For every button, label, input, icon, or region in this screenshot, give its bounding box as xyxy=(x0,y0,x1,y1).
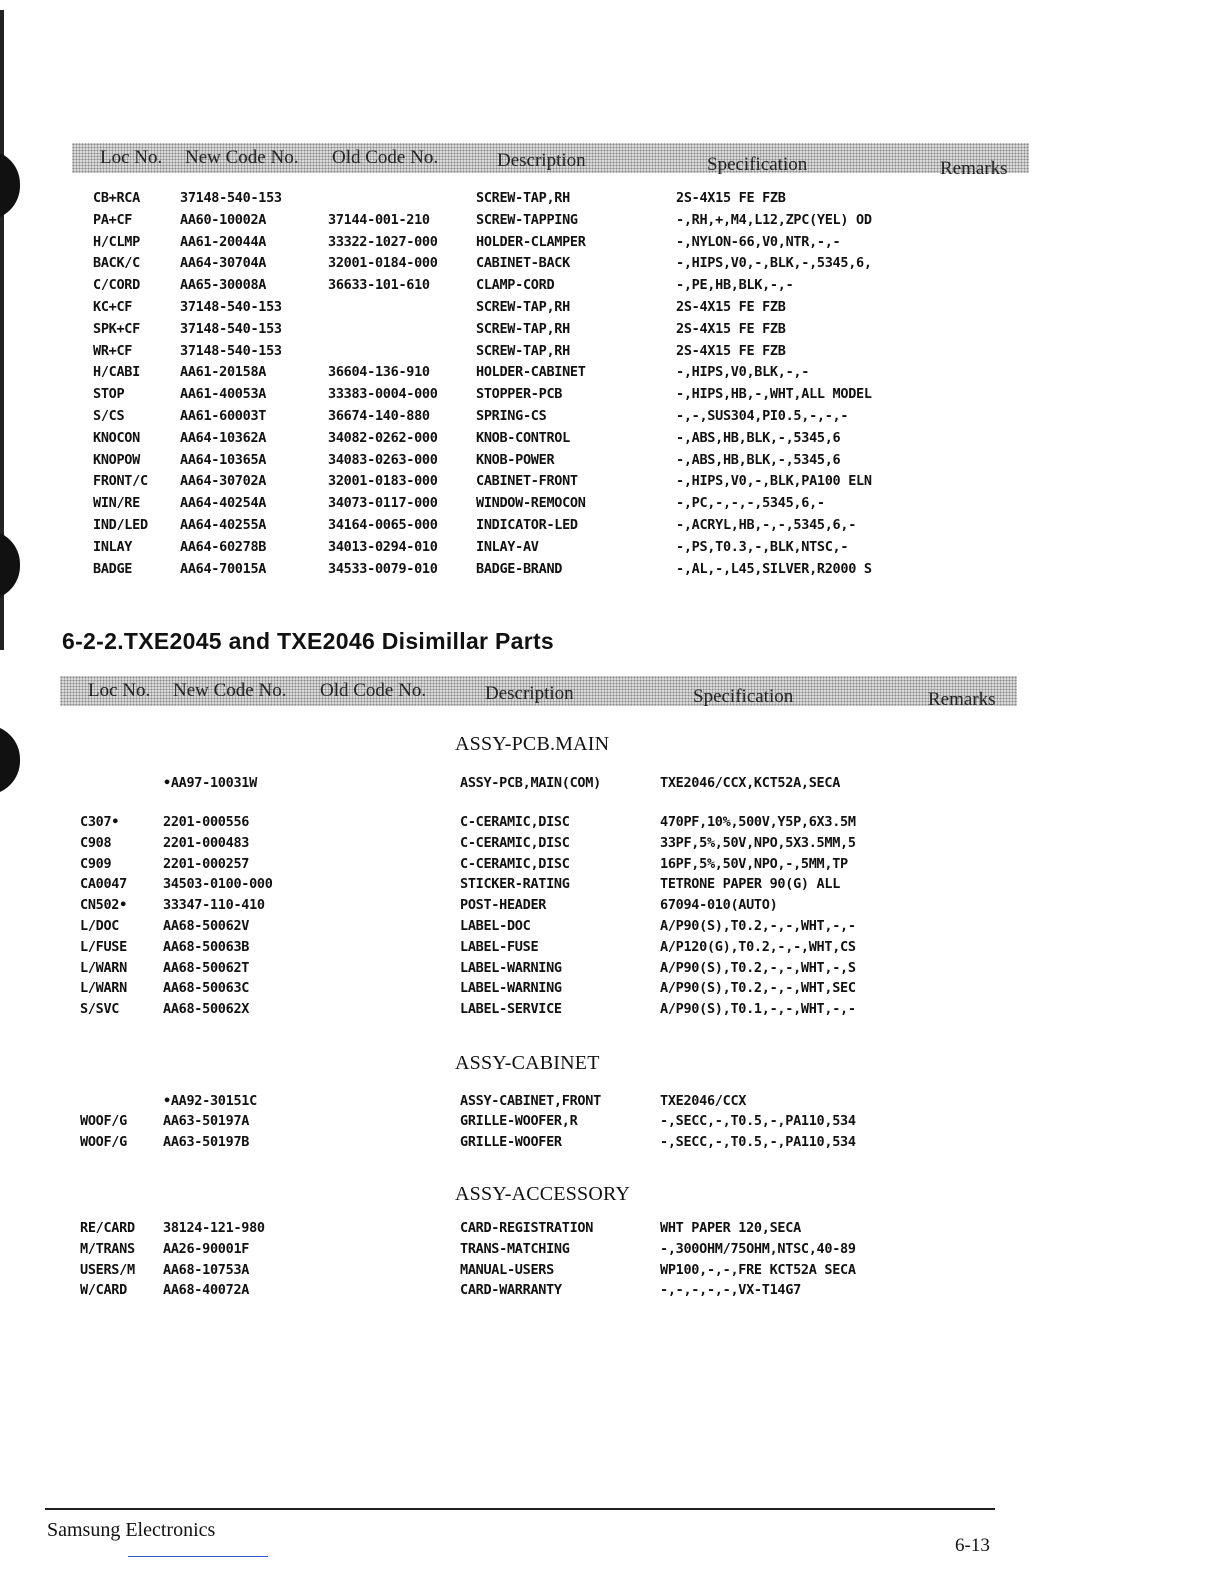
cell-loc-no: WIN/RE xyxy=(93,495,140,512)
cell-description: GRILLE-WOOFER xyxy=(460,1133,562,1150)
cell-description: SCREW-TAP,RH xyxy=(476,320,570,337)
cell-description: INDICATOR-LED xyxy=(476,517,578,533)
cell-specification: TXE2046/CCX xyxy=(660,1093,747,1109)
cell-loc-no: PA+CF xyxy=(93,211,133,228)
footer-page-number: 6-13 xyxy=(955,1535,990,1556)
cell-new-code-no: AA64-40254A xyxy=(180,495,267,512)
cell-specification: 2S-4X15 FE FZB xyxy=(676,190,786,206)
group-title: ASSY-PCB.MAIN xyxy=(455,733,610,755)
cell-specification: -,PE,HB,BLK,-,- xyxy=(676,277,794,294)
cell-description: MANUAL-USERS xyxy=(460,1261,554,1278)
cell-old-code-no: 34073-0117-000 xyxy=(328,495,438,512)
cell-old-code-no: 36674-140-880 xyxy=(328,408,430,424)
cell-loc-no: INLAY xyxy=(93,538,133,555)
cell-new-code-no: 37148-540-153 xyxy=(180,342,282,359)
header-old-code-no: Old Code No. xyxy=(332,147,439,168)
table1-header xyxy=(72,143,1029,179)
cell-description: CABINET-BACK xyxy=(476,255,570,272)
cell-specification: TXE2046/CCX,KCT52A,SECA xyxy=(660,775,841,791)
cell-new-code-no: 2201-000257 xyxy=(163,855,250,872)
cell-specification: WP100,-,-,FRE KCT52A SECA xyxy=(660,1261,856,1278)
header-new-code-no: New Code No. xyxy=(173,680,287,701)
cell-new-code-no: •AA92-30151C xyxy=(163,1093,257,1109)
cell-specification: 16PF,5%,50V,NPO,-,5MM,TP xyxy=(660,855,848,872)
cell-description: C-CERAMIC,DISC xyxy=(460,855,570,872)
header-specification: Specification xyxy=(693,686,794,707)
cell-specification: -,HIPS,V0,-,BLK,PA100 ELN xyxy=(676,473,872,490)
cell-loc-no: W/CARD xyxy=(80,1282,127,1299)
cell-loc-no: C909 xyxy=(80,855,112,872)
cell-loc-no: C307• xyxy=(80,814,120,830)
cell-new-code-no: AA64-30702A xyxy=(180,473,267,490)
header-remarks: Remarks xyxy=(940,158,1008,179)
header-new-code-no: New Code No. xyxy=(185,147,299,168)
cell-loc-no: L/FUSE xyxy=(80,938,127,955)
header-remarks: Remarks xyxy=(928,689,996,710)
cell-new-code-no: AA64-60278B xyxy=(180,538,267,555)
cell-new-code-no: 34503-0100-000 xyxy=(163,876,273,893)
cell-new-code-no: AA64-10362A xyxy=(180,429,267,446)
cell-description: C-CERAMIC,DISC xyxy=(460,834,570,851)
cell-specification: -,PS,T0.3,-,BLK,NTSC,- xyxy=(676,538,849,555)
cell-loc-no: KNOPOW xyxy=(93,451,140,468)
cell-description: WINDOW-REMOCON xyxy=(476,495,586,512)
cell-new-code-no: AA68-10753A xyxy=(163,1261,250,1278)
cell-specification: A/P120(G),T0.2,-,-,WHT,CS xyxy=(660,938,856,955)
cell-new-code-no: AA64-10365A xyxy=(180,451,267,468)
cell-description: KNOB-CONTROL xyxy=(476,429,570,446)
cell-description: CLAMP-CORD xyxy=(476,277,555,294)
cell-description: LABEL-DOC xyxy=(460,918,531,934)
cell-loc-no: STOP xyxy=(93,386,125,403)
cell-new-code-no: AA68-50063C xyxy=(163,980,250,997)
cell-description: LABEL-WARNING xyxy=(460,959,562,976)
cell-loc-no: WR+CF xyxy=(93,342,133,359)
header-loc-no: Loc No. xyxy=(88,680,151,701)
cell-loc-no: S/SVC xyxy=(80,1001,120,1018)
cell-new-code-no: 2201-000483 xyxy=(163,834,250,851)
cell-new-code-no: AA68-50062T xyxy=(163,959,250,976)
cell-specification: 67094-010(AUTO) xyxy=(660,897,778,914)
header-specification: Specification xyxy=(707,154,808,175)
cell-new-code-no: AA61-60003T xyxy=(180,408,267,424)
cell-loc-no: IND/LED xyxy=(93,517,148,533)
punch-hole xyxy=(0,530,20,600)
cell-new-code-no: AA61-20158A xyxy=(180,364,267,381)
punch-hole xyxy=(0,725,20,795)
cell-old-code-no: 34082-0262-000 xyxy=(328,429,438,446)
cell-loc-no: CB+RCA xyxy=(93,190,140,206)
cell-description: LABEL-SERVICE xyxy=(460,1001,562,1018)
cell-description: CABINET-FRONT xyxy=(476,473,578,490)
cell-loc-no: H/CABI xyxy=(93,364,140,381)
group-title: ASSY-ACCESSORY xyxy=(455,1183,631,1205)
header-loc-no: Loc No. xyxy=(100,147,163,168)
cell-new-code-no: AA61-20044A xyxy=(180,233,267,250)
cell-new-code-no: AA68-50062X xyxy=(163,1001,250,1018)
cell-specification: A/P90(S),T0.2,-,-,WHT,-,- xyxy=(660,918,856,934)
cell-loc-no: CN502• xyxy=(80,897,127,914)
cell-loc-no: USERS/M xyxy=(80,1261,135,1278)
cell-description: HOLDER-CABINET xyxy=(476,364,586,381)
cell-loc-no: M/TRANS xyxy=(80,1240,135,1257)
cell-specification: 33PF,5%,50V,NPO,5X3.5MM,5 xyxy=(660,834,856,851)
cell-description: BADGE-BRAND xyxy=(476,560,563,577)
cell-specification: -,SECC,-,T0.5,-,PA110,534 xyxy=(660,1113,856,1129)
cell-new-code-no: 38124-121-980 xyxy=(163,1220,265,1236)
cell-loc-no: SPK+CF xyxy=(93,320,140,337)
cell-specification: -,-,SUS304,PI0.5,-,-,- xyxy=(676,408,849,424)
cell-loc-no: C/CORD xyxy=(93,277,140,294)
cell-old-code-no: 34164-0065-000 xyxy=(328,517,438,533)
cell-new-code-no: AA64-30704A xyxy=(180,255,267,272)
footer-underline xyxy=(128,1556,268,1557)
cell-loc-no: L/WARN xyxy=(80,980,127,997)
cell-description: POST-HEADER xyxy=(460,897,547,914)
cell-specification: -,RH,+,M4,L12,ZPC(YEL) OD xyxy=(676,211,872,228)
cell-new-code-no: 2201-000556 xyxy=(163,814,250,830)
cell-description: SCREW-TAPPING xyxy=(476,211,578,228)
cell-old-code-no: 32001-0184-000 xyxy=(328,255,438,272)
cell-specification: -,HIPS,V0,BLK,-,- xyxy=(676,364,810,381)
cell-new-code-no: AA65-30008A xyxy=(180,277,267,294)
cell-specification: -,SECC,-,T0.5,-,PA110,534 xyxy=(660,1133,856,1150)
cell-new-code-no: AA61-40053A xyxy=(180,386,267,403)
cell-new-code-no: AA68-40072A xyxy=(163,1282,250,1299)
cell-new-code-no: 33347-110-410 xyxy=(163,897,265,914)
cell-new-code-no: AA26-90001F xyxy=(163,1240,250,1257)
cell-new-code-no: AA63-50197B xyxy=(163,1133,250,1150)
cell-description: SCREW-TAP,RH xyxy=(476,190,570,206)
cell-specification: A/P90(S),T0.2,-,-,WHT,-,S xyxy=(660,959,856,976)
cell-description: C-CERAMIC,DISC xyxy=(460,814,570,830)
cell-description: GRILLE-WOOFER,R xyxy=(460,1113,578,1129)
cell-specification: -,HIPS,HB,-,WHT,ALL MODEL xyxy=(676,386,872,403)
header-description: Description xyxy=(497,150,586,171)
footer-rule xyxy=(45,1508,995,1510)
cell-new-code-no: AA68-50063B xyxy=(163,938,250,955)
cell-specification: 2S-4X15 FE FZB xyxy=(676,342,786,359)
cell-specification: -,NYLON-66,V0,NTR,-,- xyxy=(676,233,841,250)
cell-description: ASSY-CABINET,FRONT xyxy=(460,1093,601,1109)
cell-loc-no: BACK/C xyxy=(93,255,140,272)
cell-loc-no: H/CLMP xyxy=(93,233,140,250)
cell-old-code-no: 34083-0263-000 xyxy=(328,451,438,468)
cell-description: ASSY-PCB,MAIN(COM) xyxy=(460,775,601,791)
table2-header xyxy=(60,676,1017,710)
cell-new-code-no: AA63-50197A xyxy=(163,1113,250,1129)
header-old-code-no: Old Code No. xyxy=(320,680,427,701)
header-description: Description xyxy=(485,683,574,704)
cell-specification: A/P90(S),T0.2,-,-,WHT,SEC xyxy=(660,980,856,997)
cell-old-code-no: 32001-0183-000 xyxy=(328,473,438,490)
cell-loc-no: RE/CARD xyxy=(80,1220,135,1236)
cell-loc-no: KNOCON xyxy=(93,429,140,446)
cell-specification: -,ABS,HB,BLK,-,5345,6 xyxy=(676,429,841,446)
cell-description: SCREW-TAP,RH xyxy=(476,299,570,315)
cell-new-code-no: AA60-10002A xyxy=(180,211,267,228)
cell-specification: TETRONE PAPER 90(G) ALL xyxy=(660,876,841,893)
cell-specification: WHT PAPER 120,SECA xyxy=(660,1220,801,1236)
cell-loc-no: BADGE xyxy=(93,560,133,577)
cell-description: SCREW-TAP,RH xyxy=(476,342,570,359)
cell-specification: -,PC,-,-,-,5345,6,- xyxy=(676,495,825,512)
cell-specification: 2S-4X15 FE FZB xyxy=(676,320,786,337)
cell-description: LABEL-FUSE xyxy=(460,938,539,955)
cell-new-code-no: 37148-540-153 xyxy=(180,190,282,206)
cell-old-code-no: 34533-0079-010 xyxy=(328,560,438,577)
cell-description: STICKER-RATING xyxy=(460,876,570,893)
cell-loc-no: L/DOC xyxy=(80,918,120,934)
cell-description: INLAY-AV xyxy=(476,538,539,555)
cell-description: KNOB-POWER xyxy=(476,451,555,468)
cell-old-code-no: 34013-0294-010 xyxy=(328,538,438,555)
cell-new-code-no: AA68-50062V xyxy=(163,918,250,934)
cell-loc-no: WOOF/G xyxy=(80,1133,127,1150)
cell-old-code-no: 33322-1027-000 xyxy=(328,233,438,250)
cell-old-code-no: 36604-136-910 xyxy=(328,364,430,381)
cell-new-code-no: 37148-540-153 xyxy=(180,320,282,337)
cell-specification: -,-,-,-,-,VX-T14G7 xyxy=(660,1282,801,1299)
group-title: ASSY-CABINET xyxy=(455,1052,600,1074)
cell-description: HOLDER-CLAMPER xyxy=(476,233,586,250)
cell-loc-no: KC+CF xyxy=(93,299,133,315)
cell-specification: -,AL,-,L45,SILVER,R2000 S xyxy=(676,560,872,577)
footer-company: Samsung Electronics xyxy=(47,1519,216,1541)
cell-description: LABEL-WARNING xyxy=(460,980,562,997)
cell-new-code-no: •AA97-10031W xyxy=(163,775,257,791)
punch-hole xyxy=(0,150,20,220)
cell-old-code-no: 33383-0004-000 xyxy=(328,386,438,403)
cell-new-code-no: AA64-70015A xyxy=(180,560,267,577)
cell-old-code-no: 37144-001-210 xyxy=(328,211,430,228)
cell-description: STOPPER-PCB xyxy=(476,386,563,403)
cell-specification: -,ABS,HB,BLK,-,5345,6 xyxy=(676,451,841,468)
cell-specification: -,HIPS,V0,-,BLK,-,5345,6, xyxy=(676,255,872,272)
cell-specification: -,ACRYL,HB,-,-,5345,6,- xyxy=(676,517,857,533)
cell-loc-no: WOOF/G xyxy=(80,1113,127,1129)
cell-loc-no: FRONT/C xyxy=(93,473,148,490)
cell-description: SPRING-CS xyxy=(476,408,547,424)
cell-loc-no: CA0047 xyxy=(80,876,127,893)
cell-description: CARD-REGISTRATION xyxy=(460,1220,594,1236)
cell-specification: A/P90(S),T0.1,-,-,WHT,-,- xyxy=(660,1001,856,1018)
section-title: 6-2-2.TXE2045 and TXE2046 Disimillar Parts xyxy=(62,628,555,654)
cell-new-code-no: 37148-540-153 xyxy=(180,299,282,315)
cell-loc-no: L/WARN xyxy=(80,959,127,976)
cell-description: TRANS-MATCHING xyxy=(460,1240,570,1257)
cell-specification: 470PF,10%,500V,Y5P,6X3.5M xyxy=(660,814,856,830)
cell-specification: -,300OHM/75OHM,NTSC,40-89 xyxy=(660,1240,856,1257)
cell-old-code-no: 36633-101-610 xyxy=(328,277,430,294)
cell-description: CARD-WARRANTY xyxy=(460,1282,562,1299)
cell-loc-no: C908 xyxy=(80,834,112,851)
cell-specification: 2S-4X15 FE FZB xyxy=(676,299,786,315)
cell-loc-no: S/CS xyxy=(93,408,125,424)
cell-new-code-no: AA64-40255A xyxy=(180,517,267,533)
